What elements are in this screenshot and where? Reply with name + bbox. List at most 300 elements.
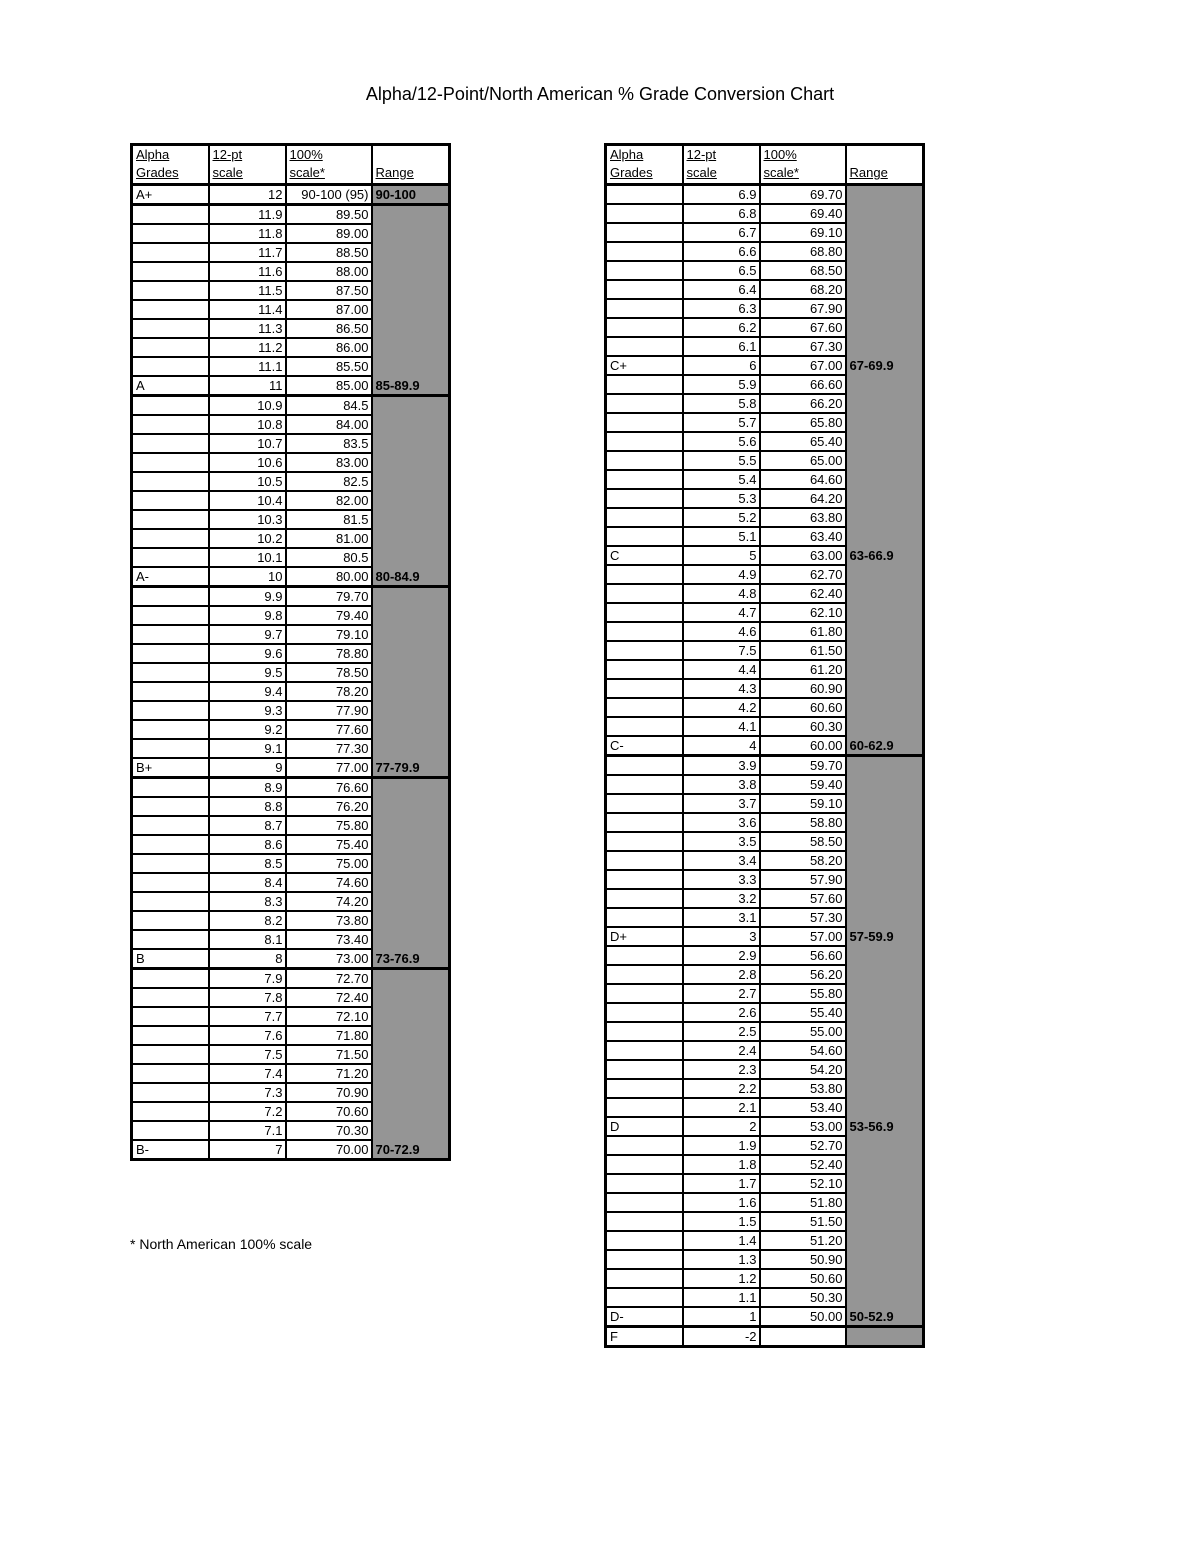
- range-cell: [846, 584, 924, 603]
- table-row: [606, 775, 924, 794]
- table-row: [132, 663, 450, 682]
- range-cell: 63-66.9: [846, 546, 924, 565]
- range-cell: [846, 565, 924, 584]
- range-cell: 70-72.9: [372, 1140, 450, 1160]
- range-cell: [846, 1193, 924, 1212]
- table-row: [606, 242, 924, 261]
- range-cell: 53-56.9: [846, 1117, 924, 1136]
- table-row: [132, 606, 450, 625]
- table-row: [132, 835, 450, 854]
- twelve-point-cell: 4.6: [683, 622, 760, 641]
- range-cell: [846, 261, 924, 280]
- alpha-grade-cell: [606, 394, 683, 413]
- alpha-grade-cell: [132, 300, 209, 319]
- table-row: [132, 778, 450, 798]
- twelve-point-cell: 7.5: [683, 641, 760, 660]
- twelve-point-cell: 1.1: [683, 1288, 760, 1307]
- alpha-grade-cell: [132, 453, 209, 472]
- twelve-point-cell: 2.2: [683, 1079, 760, 1098]
- range-cell: [372, 1045, 450, 1064]
- range-cell: [846, 698, 924, 717]
- alpha-grade-cell: [606, 242, 683, 261]
- range-cell: [372, 262, 450, 281]
- alpha-grade-cell: F: [606, 1327, 683, 1347]
- table-row: [606, 318, 924, 337]
- twelve-point-cell: 11.3: [209, 319, 286, 338]
- range-cell: [372, 243, 450, 262]
- range-cell: [846, 1327, 924, 1347]
- twelve-point-cell: 3.9: [683, 756, 760, 776]
- alpha-grade-cell: [132, 205, 209, 225]
- twelve-point-cell: 4.2: [683, 698, 760, 717]
- range-cell: [372, 778, 450, 798]
- range-cell: [846, 1003, 924, 1022]
- twelve-point-cell: 3.1: [683, 908, 760, 927]
- alpha-grade-cell: [606, 889, 683, 908]
- range-cell: 85-89.9: [372, 376, 450, 396]
- twelve-point-cell: 9.8: [209, 606, 286, 625]
- range-cell: [846, 1060, 924, 1079]
- twelve-point-cell: 1.5: [683, 1212, 760, 1231]
- percent-cell: 72.70: [286, 969, 372, 989]
- range-cell: [372, 739, 450, 758]
- header-alpha-grades: Alpha Grades: [606, 145, 683, 185]
- table-row: [606, 889, 924, 908]
- page-title: Alpha/12-Point/North American % Grade Conversion Chart: [365, 84, 835, 104]
- twelve-point-cell: 7.6: [209, 1026, 286, 1045]
- table-row: [132, 873, 450, 892]
- twelve-point-cell: 5.1: [683, 527, 760, 546]
- range-cell: 50-52.9: [846, 1307, 924, 1327]
- percent-cell: 59.10: [760, 794, 846, 813]
- twelve-point-cell: 5: [683, 546, 760, 565]
- range-cell: [846, 1174, 924, 1193]
- range-cell: [846, 470, 924, 489]
- twelve-point-cell: 10: [209, 567, 286, 587]
- twelve-point-cell: 7.3: [209, 1083, 286, 1102]
- range-cell: [846, 489, 924, 508]
- table-row: [606, 603, 924, 622]
- table-row: [132, 1102, 450, 1121]
- percent-cell: 58.20: [760, 851, 846, 870]
- range-cell: [372, 1083, 450, 1102]
- table-row: [606, 1022, 924, 1041]
- alpha-grade-cell: [606, 813, 683, 832]
- range-cell: [846, 394, 924, 413]
- percent-cell: 67.60: [760, 318, 846, 337]
- twelve-point-cell: 11: [209, 376, 286, 396]
- percent-cell: 50.90: [760, 1250, 846, 1269]
- percent-cell: 71.20: [286, 1064, 372, 1083]
- percent-cell: 60.60: [760, 698, 846, 717]
- range-cell: 57-59.9: [846, 927, 924, 946]
- twelve-point-cell: -2: [683, 1327, 760, 1347]
- table-row: [132, 854, 450, 873]
- range-cell: [846, 432, 924, 451]
- range-cell: 73-76.9: [372, 949, 450, 969]
- percent-cell: [760, 1327, 846, 1347]
- percent-cell: 50.60: [760, 1269, 846, 1288]
- percent-cell: 53.80: [760, 1079, 846, 1098]
- twelve-point-cell: 10.2: [209, 529, 286, 548]
- percent-cell: 50.00: [760, 1307, 846, 1327]
- table-row: [606, 1250, 924, 1269]
- range-cell: [846, 299, 924, 318]
- alpha-grade-cell: [606, 1269, 683, 1288]
- table-row: [606, 1098, 924, 1117]
- twelve-point-cell: 3.2: [683, 889, 760, 908]
- twelve-point-cell: 5.7: [683, 413, 760, 432]
- table-row: [606, 965, 924, 984]
- header-range: Range: [846, 145, 924, 185]
- alpha-grade-cell: [132, 720, 209, 739]
- range-cell: [846, 1212, 924, 1231]
- range-cell: [846, 603, 924, 622]
- percent-cell: 80.5: [286, 548, 372, 567]
- alpha-grade-cell: [606, 223, 683, 242]
- percent-cell: 77.90: [286, 701, 372, 720]
- alpha-grade-cell: [606, 832, 683, 851]
- twelve-point-cell: 1.2: [683, 1269, 760, 1288]
- twelve-point-cell: 10.3: [209, 510, 286, 529]
- twelve-point-cell: 2.1: [683, 1098, 760, 1117]
- alpha-grade-cell: [606, 756, 683, 776]
- alpha-grade-cell: [132, 243, 209, 262]
- percent-cell: 79.40: [286, 606, 372, 625]
- alpha-grade-cell: [132, 510, 209, 529]
- twelve-point-cell: 10.7: [209, 434, 286, 453]
- alpha-grade-cell: [606, 432, 683, 451]
- table-row: [606, 280, 924, 299]
- alpha-grade-cell: [132, 357, 209, 376]
- table-row: [606, 394, 924, 413]
- range-cell: [372, 587, 450, 607]
- range-cell: [846, 965, 924, 984]
- alpha-grade-cell: [606, 1079, 683, 1098]
- percent-cell: 78.20: [286, 682, 372, 701]
- twelve-point-cell: 10.4: [209, 491, 286, 510]
- alpha-grade-cell: D-: [606, 1307, 683, 1327]
- percent-cell: 57.60: [760, 889, 846, 908]
- twelve-point-cell: 6.2: [683, 318, 760, 337]
- twelve-point-cell: 3.5: [683, 832, 760, 851]
- range-cell: [372, 205, 450, 225]
- table-row: [132, 949, 450, 969]
- percent-cell: 58.50: [760, 832, 846, 851]
- alpha-grade-cell: [132, 472, 209, 491]
- range-cell: [846, 375, 924, 394]
- range-cell: 77-79.9: [372, 758, 450, 778]
- twelve-point-cell: 7.8: [209, 988, 286, 1007]
- table-row: [132, 1007, 450, 1026]
- table-row: [132, 892, 450, 911]
- twelve-point-cell: 5.6: [683, 432, 760, 451]
- twelve-point-cell: 8.8: [209, 797, 286, 816]
- alpha-grade-cell: [606, 1098, 683, 1117]
- percent-cell: 55.80: [760, 984, 846, 1003]
- percent-cell: 87.00: [286, 300, 372, 319]
- range-cell: [372, 969, 450, 989]
- twelve-point-cell: 11.8: [209, 224, 286, 243]
- table-row: [606, 451, 924, 470]
- percent-cell: 59.40: [760, 775, 846, 794]
- twelve-point-cell: 7: [209, 1140, 286, 1160]
- percent-cell: 78.80: [286, 644, 372, 663]
- percent-cell: 75.80: [286, 816, 372, 835]
- twelve-point-cell: 4.4: [683, 660, 760, 679]
- twelve-point-cell: 2: [683, 1117, 760, 1136]
- twelve-point-cell: 11.5: [209, 281, 286, 300]
- twelve-point-cell: 9.3: [209, 701, 286, 720]
- range-cell: [846, 832, 924, 851]
- percent-cell: 89.00: [286, 224, 372, 243]
- table-row: [132, 357, 450, 376]
- table-row: [132, 243, 450, 262]
- table-row: [606, 1155, 924, 1174]
- alpha-grade-cell: [606, 1060, 683, 1079]
- range-cell: [372, 720, 450, 739]
- table-row: [132, 797, 450, 816]
- range-cell: [846, 679, 924, 698]
- table-row: [606, 870, 924, 889]
- percent-cell: 61.80: [760, 622, 846, 641]
- alpha-grade-cell: [606, 908, 683, 927]
- percent-cell: 64.20: [760, 489, 846, 508]
- twelve-point-cell: 7.5: [209, 1045, 286, 1064]
- range-cell: [372, 319, 450, 338]
- range-cell: [372, 548, 450, 567]
- alpha-grade-cell: [132, 529, 209, 548]
- alpha-grade-cell: [132, 1007, 209, 1026]
- alpha-grade-cell: [606, 870, 683, 889]
- table-row: [132, 319, 450, 338]
- twelve-point-cell: 12: [209, 185, 286, 205]
- percent-cell: 54.60: [760, 1041, 846, 1060]
- twelve-point-cell: 3.7: [683, 794, 760, 813]
- percent-cell: 70.00: [286, 1140, 372, 1160]
- percent-cell: 73.00: [286, 949, 372, 969]
- range-cell: [372, 396, 450, 416]
- table-row: [606, 1003, 924, 1022]
- alpha-grade-cell: C-: [606, 736, 683, 756]
- percent-cell: 77.60: [286, 720, 372, 739]
- table-row: [606, 223, 924, 242]
- table-row: [606, 413, 924, 432]
- alpha-grade-cell: [606, 1231, 683, 1250]
- percent-cell: 51.50: [760, 1212, 846, 1231]
- range-cell: [372, 1121, 450, 1140]
- twelve-point-cell: 8.4: [209, 873, 286, 892]
- twelve-point-cell: 7.4: [209, 1064, 286, 1083]
- range-cell: [846, 527, 924, 546]
- alpha-grade-cell: [132, 1121, 209, 1140]
- twelve-point-cell: 7.9: [209, 969, 286, 989]
- table-row: [132, 682, 450, 701]
- percent-cell: 60.00: [760, 736, 846, 756]
- alpha-grade-cell: B+: [132, 758, 209, 778]
- twelve-point-cell: 9.1: [209, 739, 286, 758]
- header-100-scale: 100% scale*: [760, 145, 846, 185]
- alpha-grade-cell: [132, 415, 209, 434]
- twelve-point-cell: 10.8: [209, 415, 286, 434]
- table-row: [606, 927, 924, 946]
- percent-cell: 73.40: [286, 930, 372, 949]
- range-cell: [846, 851, 924, 870]
- header-range: Range: [372, 145, 450, 185]
- twelve-point-cell: 2.7: [683, 984, 760, 1003]
- percent-cell: 61.20: [760, 660, 846, 679]
- table-row: [606, 698, 924, 717]
- percent-cell: 71.80: [286, 1026, 372, 1045]
- alpha-grade-cell: [606, 660, 683, 679]
- alpha-grade-cell: [132, 854, 209, 873]
- range-cell: [846, 1231, 924, 1250]
- twelve-point-cell: 11.2: [209, 338, 286, 357]
- percent-cell: 85.00: [286, 376, 372, 396]
- twelve-point-cell: 5.2: [683, 508, 760, 527]
- twelve-point-cell: 9.4: [209, 682, 286, 701]
- table-row: [606, 546, 924, 565]
- alpha-grade-cell: [132, 1102, 209, 1121]
- range-cell: [372, 797, 450, 816]
- range-cell: [846, 946, 924, 965]
- table-row: [606, 470, 924, 489]
- twelve-point-cell: 8.1: [209, 930, 286, 949]
- alpha-grade-cell: [132, 739, 209, 758]
- range-cell: [846, 908, 924, 927]
- alpha-grade-cell: [606, 470, 683, 489]
- table-row: [132, 930, 450, 949]
- percent-cell: 82.00: [286, 491, 372, 510]
- table-row: [132, 434, 450, 453]
- alpha-grade-cell: [606, 1174, 683, 1193]
- alpha-grade-cell: [132, 606, 209, 625]
- range-cell: [846, 622, 924, 641]
- twelve-point-cell: 4.8: [683, 584, 760, 603]
- alpha-grade-cell: A: [132, 376, 209, 396]
- alpha-grade-cell: C+: [606, 356, 683, 375]
- alpha-grade-cell: [606, 375, 683, 394]
- percent-cell: 53.40: [760, 1098, 846, 1117]
- table-row: [132, 1045, 450, 1064]
- twelve-point-cell: 2.3: [683, 1060, 760, 1079]
- alpha-grade-cell: [132, 262, 209, 281]
- table-row: [606, 204, 924, 223]
- percent-cell: 52.10: [760, 1174, 846, 1193]
- twelve-point-cell: 5.9: [683, 375, 760, 394]
- twelve-point-cell: 9.2: [209, 720, 286, 739]
- percent-cell: 57.90: [760, 870, 846, 889]
- twelve-point-cell: 6: [683, 356, 760, 375]
- percent-cell: 60.90: [760, 679, 846, 698]
- percent-cell: 58.80: [760, 813, 846, 832]
- percent-cell: 72.40: [286, 988, 372, 1007]
- alpha-grade-cell: [606, 775, 683, 794]
- table-row: [606, 584, 924, 603]
- twelve-point-cell: 1.4: [683, 1231, 760, 1250]
- twelve-point-cell: 2.9: [683, 946, 760, 965]
- alpha-grade-cell: [606, 508, 683, 527]
- alpha-grade-cell: [132, 701, 209, 720]
- table-row: [606, 660, 924, 679]
- range-cell: [372, 892, 450, 911]
- twelve-point-cell: 1.8: [683, 1155, 760, 1174]
- twelve-point-cell: 6.5: [683, 261, 760, 280]
- table-row: [606, 1288, 924, 1307]
- alpha-grade-cell: [606, 489, 683, 508]
- range-cell: [846, 794, 924, 813]
- percent-cell: 81.00: [286, 529, 372, 548]
- percent-cell: 51.20: [760, 1231, 846, 1250]
- twelve-point-cell: 8.3: [209, 892, 286, 911]
- range-cell: [372, 663, 450, 682]
- alpha-grade-cell: D+: [606, 927, 683, 946]
- alpha-grade-cell: [132, 797, 209, 816]
- range-cell: [846, 1041, 924, 1060]
- percent-cell: 86.00: [286, 338, 372, 357]
- table-row: [606, 1079, 924, 1098]
- percent-cell: 63.80: [760, 508, 846, 527]
- percent-cell: 63.00: [760, 546, 846, 565]
- table-row: [606, 1212, 924, 1231]
- percent-cell: 60.30: [760, 717, 846, 736]
- alpha-grade-cell: [132, 1026, 209, 1045]
- range-cell: [372, 644, 450, 663]
- percent-cell: 80.00: [286, 567, 372, 587]
- alpha-grade-cell: [606, 1155, 683, 1174]
- range-cell: [372, 1026, 450, 1045]
- range-cell: [372, 510, 450, 529]
- range-cell: [846, 660, 924, 679]
- twelve-point-cell: 1.9: [683, 1136, 760, 1155]
- twelve-point-cell: 10.6: [209, 453, 286, 472]
- twelve-point-cell: 8.7: [209, 816, 286, 835]
- table-row: [606, 851, 924, 870]
- range-cell: [846, 1269, 924, 1288]
- alpha-grade-cell: [606, 1288, 683, 1307]
- percent-cell: 83.5: [286, 434, 372, 453]
- grade-table-left: [130, 143, 451, 1161]
- alpha-grade-cell: B-: [132, 1140, 209, 1160]
- twelve-point-cell: 2.5: [683, 1022, 760, 1041]
- range-cell: [372, 988, 450, 1007]
- percent-cell: 69.40: [760, 204, 846, 223]
- table-row: [606, 641, 924, 660]
- range-cell: [372, 453, 450, 472]
- twelve-point-cell: 9.6: [209, 644, 286, 663]
- table-row: [132, 491, 450, 510]
- twelve-point-cell: 4.3: [683, 679, 760, 698]
- twelve-point-cell: 5.4: [683, 470, 760, 489]
- table-row: [132, 224, 450, 243]
- table-row: [606, 565, 924, 584]
- table-row: [606, 1231, 924, 1250]
- alpha-grade-cell: [606, 851, 683, 870]
- twelve-point-cell: 5.3: [683, 489, 760, 508]
- twelve-point-cell: 1.7: [683, 1174, 760, 1193]
- twelve-point-cell: 8.2: [209, 911, 286, 930]
- percent-cell: 86.50: [286, 319, 372, 338]
- table-row: [132, 472, 450, 491]
- percent-cell: 69.70: [760, 185, 846, 205]
- table-row: [132, 548, 450, 567]
- range-cell: [846, 223, 924, 242]
- table-row: [606, 356, 924, 375]
- twelve-point-cell: 7.1: [209, 1121, 286, 1140]
- twelve-point-cell: 8.6: [209, 835, 286, 854]
- header-alpha-grades: Alpha Grades: [132, 145, 209, 185]
- percent-cell: 70.90: [286, 1083, 372, 1102]
